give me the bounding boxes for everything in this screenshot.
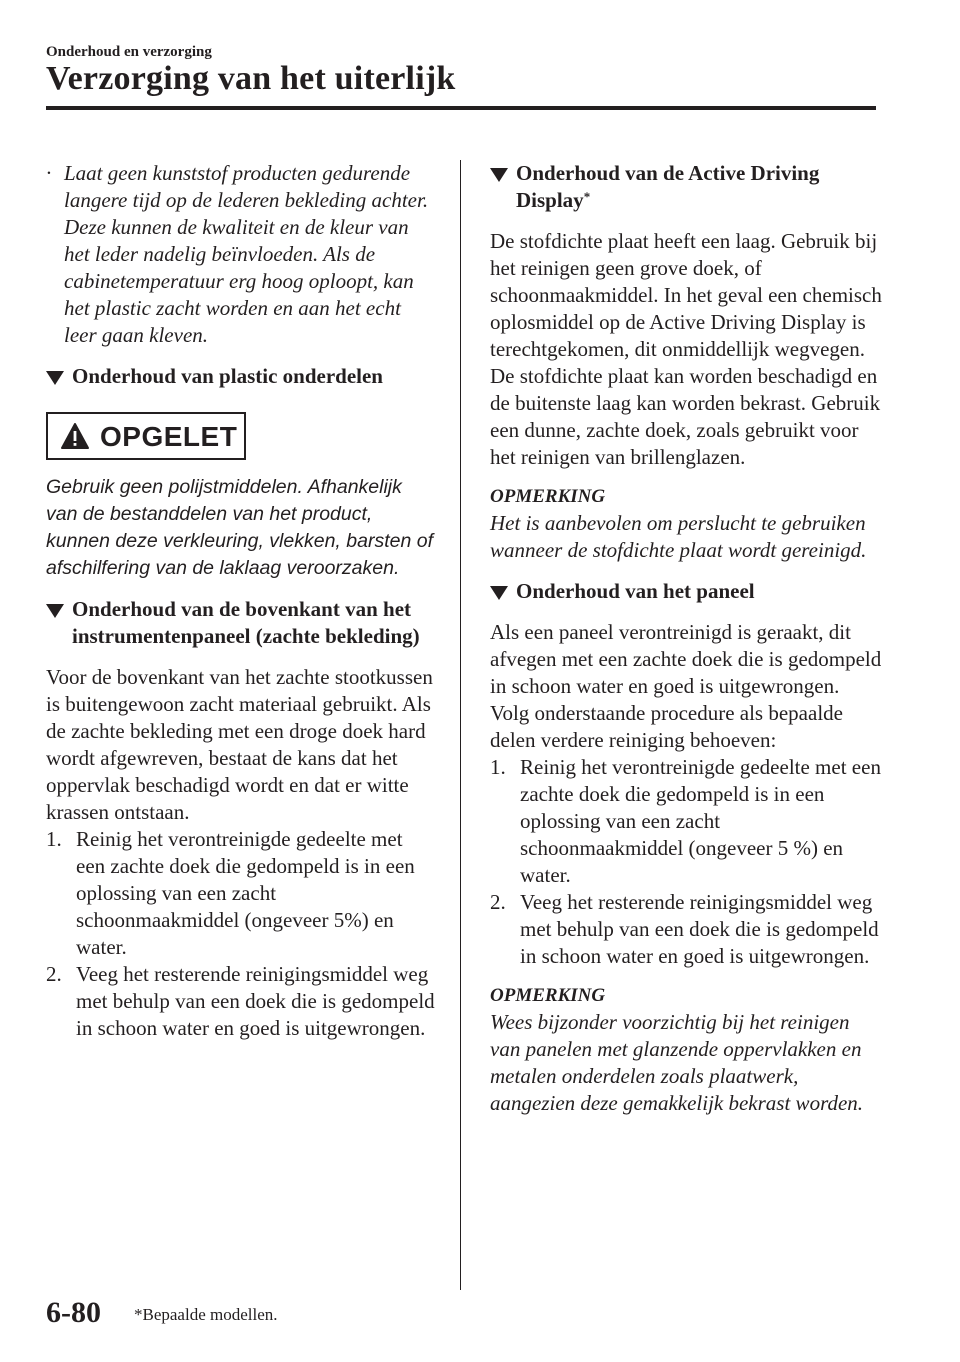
column-divider (460, 160, 461, 1290)
caution-text: Gebruik geen polijstmiddelen. Afhankelijk van de bestanddelen van het product, kunnen deze verkleuring, vlekken, barsten of afschilfering van de laklaag veroorzaken. (46, 476, 433, 579)
triangle-down-icon (490, 586, 508, 600)
section-label: Onderhoud en verzorging (46, 44, 212, 60)
caution-box (46, 412, 246, 460)
header-rule (46, 106, 876, 110)
note-text: Het is aanbevolen om perslucht te gebruiken wanneer de stofdichte plaat wordt gereinigd. (490, 511, 867, 562)
note-label: OPMERKING (490, 985, 606, 1006)
bullet-dot-icon: · (46, 161, 52, 185)
step-text: Veeg het resterende reinigingsmiddel weg met behulp van een doek die is gedompeld in schoon water en goed is uitgewrongen. (76, 962, 435, 1040)
note-label: OPMERKING (490, 486, 606, 507)
step-number: 2. (490, 890, 506, 914)
triangle-down-icon (46, 371, 64, 385)
heading-panel (490, 578, 885, 605)
dashboard-text: Voor de bovenkant van het zachte stootkussen is buitengewoon zacht materiaal gebruikt. Als de zachte bekleding met een droge doek hard wordt afgewreven, bestaat de kans dat het oppervlak beschadigd wordt en dat er witte krassen ontstaan. (46, 665, 433, 824)
left-steps (46, 826, 436, 1042)
list-item (46, 826, 436, 961)
step-text: Reinig het verontreinigde gedeelte met een zachte doek die gedompeld is in een oplossing van een zacht schoonmaakmiddel (ongeveer 5 %) en water. (520, 755, 881, 887)
panel-procedure-text: Volg onderstaande procedure als bepaalde delen verdere reiniging behoeven: (490, 701, 843, 752)
warning-triangle-icon (60, 422, 90, 450)
heading-display (490, 160, 885, 214)
right-steps (490, 754, 885, 970)
bullet-item (46, 160, 436, 349)
page-number: 6-80 (46, 1296, 101, 1329)
right-column (490, 160, 885, 1117)
note-text: Wees bijzonder voorzichtig bij het reinigen van panelen met glanzende oppervlakken en metalen onderdelen zoals plaatwerk, aangezien deze gemakkelijk bekrast worden. (490, 1010, 864, 1115)
footnote: *Bepaalde modellen. (134, 1305, 278, 1324)
page-title: Verzorging van het uiterlijk (46, 60, 456, 97)
heading-plastic (46, 363, 436, 390)
display-text: De stofdichte plaat heeft een laag. Gebruik bij het reinigen geen grove doek, of schoonmaakmiddel. In het geval een chemisch oplosmiddel op de Active Driving Display is terechtgekomen, dit onmiddellijk wegvegen. De stofdichte plaat kan worden beschadigd en de buitenste laag kan worden bekrast. Gebruik een dunne, zachte doek, zoals gebruikt voor het reinigen van brillenglazen. (490, 229, 882, 469)
heading-panel-text: Onderhoud van het paneel (516, 579, 755, 603)
triangle-down-icon (46, 604, 64, 618)
caution-label: OPGELET (100, 420, 238, 452)
list-item (46, 961, 436, 1042)
heading-dashboard-text: Onderhoud van de bovenkant van het instrumentenpaneel (zachte bekleding) (72, 597, 420, 648)
left-column (46, 160, 436, 1042)
step-number: 1. (490, 755, 506, 779)
heading-dashboard (46, 596, 436, 650)
footnote-mark: * (583, 189, 591, 204)
bullet-text: Laat geen kunststof producten gedurende langere tijd op de lederen bekleding achter. Deze kunnen de kwaliteit en de kleur van het leder nadelig beïnvloeden. Als de cabinetemperatuur erg hoog oploopt, kan het plastic zacht worden en aan het echt leer gaan kleven. (64, 161, 429, 347)
heading-plastic-text: Onderhoud van plastic onderdelen (72, 364, 383, 388)
list-item (490, 889, 885, 970)
step-number: 1. (46, 827, 62, 851)
triangle-down-icon (490, 168, 508, 182)
step-number: 2. (46, 962, 62, 986)
heading-display-text: Onderhoud van de Active Driving Display (516, 161, 820, 212)
panel-text: Als een paneel verontreinigd is geraakt, dit afvegen met een zachte doek die is gedompeld in schoon water en goed is uitgewrongen. (490, 620, 882, 698)
step-text: Reinig het verontreinigde gedeelte met een zachte doek die gedompeld is in een oplossing van een zacht schoonmaakmiddel (ongeveer 5%) en water. (76, 827, 415, 959)
list-item (490, 754, 885, 889)
step-text: Veeg het resterende reinigingsmiddel weg met behulp van een doek die is gedompeld in schoon water en goed is uitgewrongen. (520, 890, 879, 968)
